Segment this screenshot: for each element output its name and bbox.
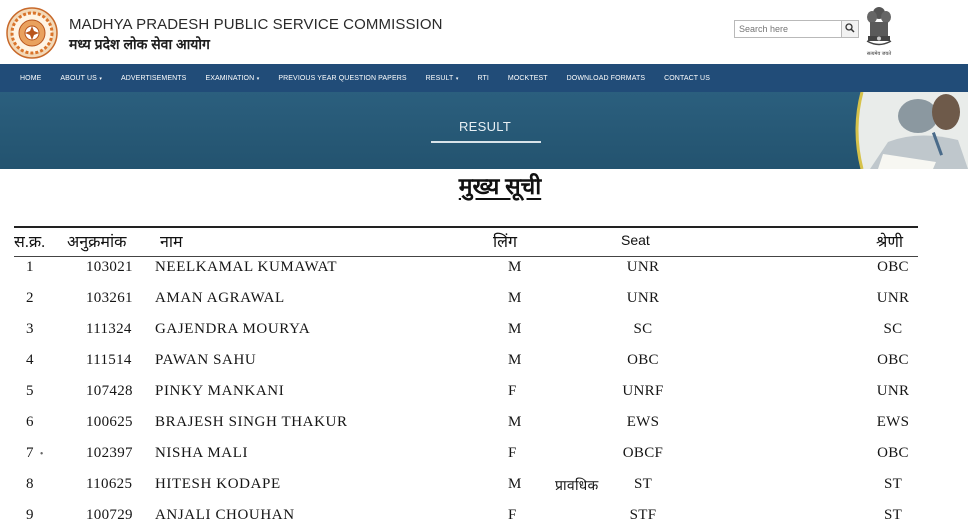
nav-label: PREVIOUS YEAR QUESTION PAPERS	[278, 74, 407, 82]
cell-category: ST	[883, 476, 903, 492]
banner-underline	[431, 141, 541, 143]
cell-name: NEELKAMAL KUMAWAT	[155, 259, 338, 275]
cell-serial: 3	[26, 321, 34, 337]
cell-seat: OBC	[627, 352, 659, 368]
table-row	[0, 445, 968, 476]
cell-gender: F	[508, 507, 517, 520]
nav-label: ADVERTISEMENTS	[120, 74, 187, 82]
cell-roll: 103021	[86, 259, 133, 275]
search-button[interactable]	[841, 20, 859, 38]
banner-title: RESULT	[458, 119, 512, 134]
nav-label: RESULT	[425, 74, 454, 82]
cell-name: GAJENDRA MOURYA	[155, 321, 311, 337]
nav-label: RTI	[477, 74, 489, 82]
cell-serial: 6	[26, 414, 34, 430]
table-row	[0, 321, 968, 352]
cell-serial: 5	[26, 383, 34, 399]
nav-previous-year-papers[interactable]	[278, 75, 406, 82]
col-header-seat: Seat	[621, 232, 650, 248]
stray-mark: •	[39, 449, 44, 460]
serial-number: 7	[26, 445, 34, 461]
cell-gender: M	[508, 259, 522, 275]
cell-gender: M	[508, 352, 522, 368]
cell-seat: UNR	[626, 290, 660, 306]
cell-gender: F	[508, 383, 517, 399]
nav-label: MOCKTEST	[507, 74, 548, 82]
nav-examination[interactable]	[205, 75, 259, 82]
nav-result[interactable]	[426, 75, 459, 82]
national-emblem	[862, 4, 896, 62]
cell-gender: M	[508, 321, 522, 337]
table-row	[0, 259, 968, 290]
cell-seat: SC	[633, 321, 653, 337]
cell-category: ST	[883, 507, 903, 520]
table-row	[0, 383, 968, 414]
table-row	[0, 414, 968, 445]
nav-label: EXAMINATION	[205, 74, 255, 82]
cell-gender: M	[508, 414, 522, 430]
col-header-serial: स.क्र.	[14, 234, 46, 251]
cell-name: HITESH KODAPE	[155, 476, 281, 492]
cell-category: UNR	[876, 290, 910, 306]
cell-name: NISHA MALI	[155, 445, 249, 461]
nav-rti[interactable]	[477, 75, 488, 82]
emblem-caption: सत्यमेव जयते	[866, 51, 892, 57]
col-header-category: श्रेणी	[876, 234, 904, 251]
cell-roll: 102397	[86, 445, 133, 461]
cell-name: ANJALI CHOUHAN	[155, 507, 295, 520]
search-input[interactable]	[734, 20, 842, 38]
mppsc-logo[interactable]	[6, 7, 58, 59]
col-header-gender: लिंग	[493, 234, 518, 251]
cell-gender: M	[508, 476, 522, 492]
nav-label: DOWNLOAD FORMATS	[566, 74, 646, 82]
table-row	[0, 352, 968, 383]
cell-roll: 107428	[86, 383, 133, 399]
cell-seat: OBCF	[622, 445, 664, 461]
document-title: मुख्य सूची	[458, 174, 542, 199]
cell-category: EWS	[876, 414, 910, 430]
cell-category: SC	[883, 321, 903, 337]
cell-name: BRAJESH SINGH THAKUR	[155, 414, 348, 430]
cell-gender: F	[508, 445, 517, 461]
cell-roll: 100625	[86, 414, 133, 430]
col-header-roll: अनुक्रमांक	[67, 234, 127, 251]
cell-name: AMAN AGRAWAL	[155, 290, 285, 306]
nav-home[interactable]	[20, 75, 41, 82]
cell-gender: M	[508, 290, 522, 306]
cell-serial: 4	[26, 352, 34, 368]
table-row	[0, 507, 968, 520]
main-nav	[0, 64, 968, 92]
site-title-english: MADHYA PRADESH PUBLIC SERVICE COMMISSION	[69, 16, 443, 33]
cell-serial: 9	[26, 507, 34, 520]
nav-advertisements[interactable]	[121, 75, 186, 82]
cell-name: PAWAN SAHU	[155, 352, 257, 368]
cell-provisional-note: प्रावधिक	[555, 479, 599, 494]
caret-down-icon: ▾	[255, 75, 260, 82]
cell-serial	[26, 445, 44, 462]
cell-category: OBC	[877, 259, 909, 275]
site-title-hindi: मध्य प्रदेश लोक सेवा आयोग	[69, 36, 210, 52]
caret-down-icon: ▾	[97, 75, 102, 82]
cell-name: PINKY MANKANI	[155, 383, 285, 399]
cell-category: OBC	[877, 445, 909, 461]
lion-capital-icon	[864, 4, 894, 50]
nav-label: HOME	[20, 74, 42, 82]
cell-roll: 111324	[86, 321, 132, 337]
nav-label: ABOUT US	[60, 74, 97, 82]
nav-download-formats[interactable]	[567, 75, 645, 82]
page-banner	[0, 92, 968, 169]
col-header-name: नाम	[160, 234, 183, 251]
cell-roll: 110625	[86, 476, 133, 492]
search-icon	[845, 20, 855, 38]
cell-roll: 111514	[86, 352, 132, 368]
site-header	[0, 0, 968, 64]
table-top-rule	[14, 226, 918, 228]
nav-about-us[interactable]	[60, 75, 102, 82]
cell-category: OBC	[877, 352, 909, 368]
table-row	[0, 290, 968, 321]
cell-seat: UNRF	[622, 383, 664, 399]
cell-seat: EWS	[626, 414, 660, 430]
caret-down-icon: ▾	[454, 75, 459, 82]
cell-serial: 2	[26, 290, 34, 306]
cell-serial: 1	[26, 259, 34, 275]
cell-serial: 8	[26, 476, 34, 492]
table-header-rule	[14, 256, 918, 257]
cell-seat: UNR	[626, 259, 660, 275]
result-document	[0, 169, 968, 520]
cell-seat: ST	[633, 476, 653, 492]
cell-roll: 100729	[86, 507, 133, 520]
banner-student-photo	[848, 92, 968, 169]
cell-category: UNR	[876, 383, 910, 399]
cell-seat: STF	[629, 507, 657, 520]
cell-roll: 103261	[86, 290, 133, 306]
table-row	[0, 476, 968, 507]
nav-contact-us[interactable]	[664, 75, 710, 82]
nav-label: CONTACT US	[664, 74, 710, 82]
nav-mocktest[interactable]	[508, 75, 548, 82]
